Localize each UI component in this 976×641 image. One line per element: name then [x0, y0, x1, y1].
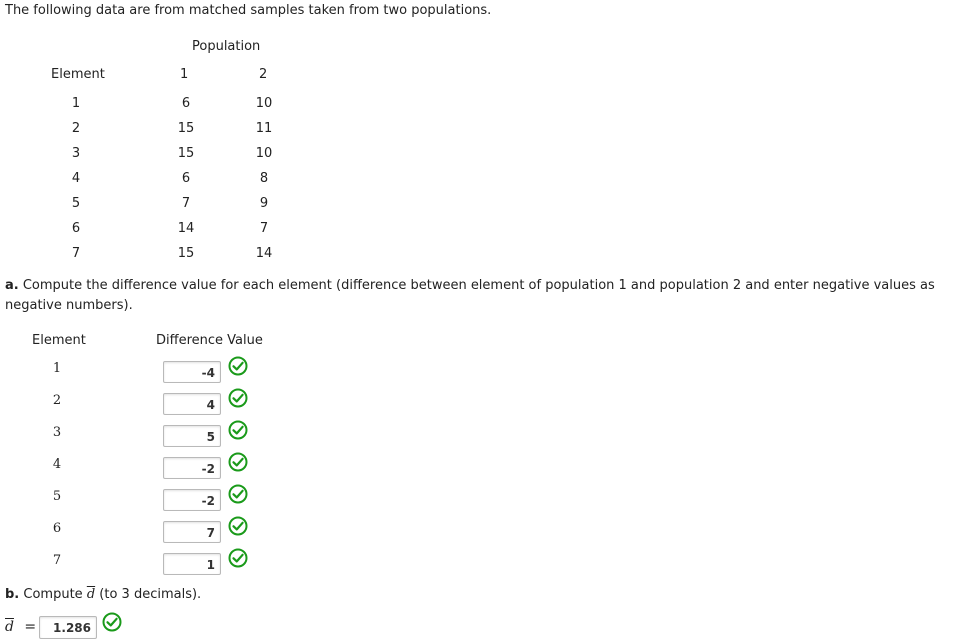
table-pop2-value: 14 — [255, 246, 273, 261]
question-a — [5, 276, 935, 316]
element-header: Element — [51, 67, 105, 82]
table-pop1-value: 6 — [181, 96, 191, 111]
answer-element: 1 — [52, 361, 62, 376]
difference-input[interactable]: 4 — [163, 393, 221, 415]
d-bar-input[interactable]: 1.286 — [39, 616, 97, 639]
question-b-label: b. — [5, 587, 20, 602]
d-bar-symbol: $\overline{d}$ — [86, 587, 96, 602]
table-pop1-value: 7 — [181, 196, 191, 211]
table-pop1-value: 15 — [177, 146, 195, 161]
table-pop2-value: 7 — [259, 221, 269, 236]
difference-input[interactable]: -4 — [163, 361, 221, 383]
difference-value-header: Difference Value — [156, 333, 263, 348]
intro-text: The following data are from matched samples taken from two populations. — [5, 3, 492, 18]
population-header: Population — [192, 39, 261, 54]
question-b-text-before: Compute — [23, 587, 83, 602]
correct-check-icon — [102, 612, 122, 632]
question-a-text: Compute the difference value for each element (difference between element of population 1 and population 2 and enter negative values as negative numbers). — [5, 278, 935, 313]
table-pop1-value: 15 — [177, 246, 195, 261]
question-b — [5, 587, 201, 602]
answer-element: 6 — [52, 521, 62, 536]
table-pop2-value: 10 — [255, 146, 273, 161]
d-bar-symbol: $\overline{d}$ — [5, 619, 14, 635]
answer-element: 3 — [52, 425, 62, 440]
correct-check-icon — [228, 452, 248, 472]
answer-element: 2 — [52, 393, 62, 408]
question-b-text-after: (to 3 decimals). — [99, 587, 202, 602]
answer-element: 7 — [52, 553, 62, 568]
difference-input[interactable]: 7 — [163, 521, 221, 543]
correct-check-icon — [228, 548, 248, 568]
table-pop1-value: 15 — [177, 121, 195, 136]
answer-element-header: Element — [32, 333, 86, 348]
correct-check-icon — [228, 388, 248, 408]
table-element: 7 — [71, 246, 81, 261]
table-element: 1 — [71, 96, 81, 111]
answer-element: 5 — [52, 489, 62, 504]
answer-element: 4 — [52, 457, 62, 472]
equals-sign: = — [24, 619, 37, 635]
correct-check-icon — [228, 516, 248, 536]
population-1-header: 1 — [180, 67, 189, 82]
difference-input[interactable]: -2 — [163, 457, 221, 479]
table-pop1-value: 14 — [177, 221, 195, 236]
table-pop2-value: 11 — [255, 121, 273, 136]
table-element: 4 — [71, 171, 81, 186]
difference-input[interactable]: -2 — [163, 489, 221, 511]
table-element: 6 — [71, 221, 81, 236]
table-pop2-value: 9 — [259, 196, 269, 211]
difference-input[interactable]: 1 — [163, 553, 221, 575]
table-pop1-value: 6 — [181, 171, 191, 186]
correct-check-icon — [228, 420, 248, 440]
table-pop2-value: 10 — [255, 96, 273, 111]
population-2-header: 2 — [259, 67, 268, 82]
d-bar-label — [5, 619, 36, 635]
difference-input[interactable]: 5 — [163, 425, 221, 447]
table-element: 3 — [71, 146, 81, 161]
table-pop2-value: 8 — [259, 171, 269, 186]
correct-check-icon — [228, 484, 248, 504]
correct-check-icon — [228, 356, 248, 376]
question-a-label: a. — [5, 278, 19, 293]
table-element: 5 — [71, 196, 81, 211]
table-element: 2 — [71, 121, 81, 136]
